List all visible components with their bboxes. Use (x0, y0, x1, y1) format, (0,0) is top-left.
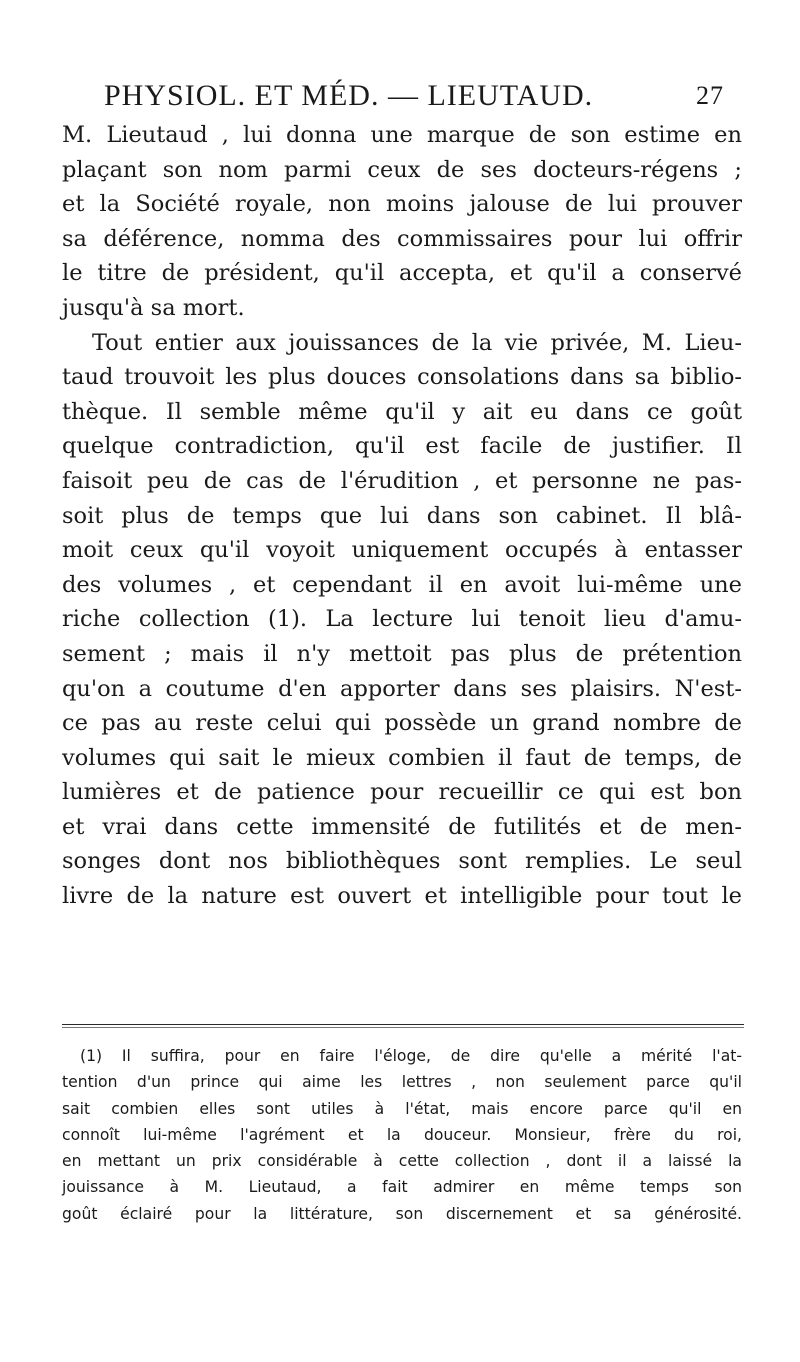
body-line: thèque. Il semble même qu'il y ait eu dans ce goût (62, 398, 742, 425)
page-number: 27 (696, 81, 724, 110)
body-line: taud trouvoit les plus douces consolations dans sa biblio- (62, 364, 742, 391)
body-line: Tout entier aux jouissances de la vie privée, M. Lieu- (92, 329, 742, 356)
footnote (62, 1043, 742, 1227)
footnote-line: tention d'un prince qui aime les lettres , non seulement parce qu'il (62, 1073, 742, 1092)
body-line: soit plus de temps que lui dans son cabinet. Il blâ- (62, 502, 742, 529)
body-line: riche collection (1). La lecture lui tenoit lieu d'amu- (62, 606, 742, 633)
footnote-line: jouissance à M. Lieutaud, a fait admirer en même temps son (62, 1178, 742, 1197)
body-text (62, 118, 742, 914)
body-line: M. Lieutaud , lui donna une marque de son estime en (62, 122, 742, 148)
running-title: PHYSIOL. ET MÉD. — LIEUTAUD. (104, 79, 594, 112)
body-line: sement ; mais il n'y mettoit pas plus de prétention (62, 640, 742, 667)
body-line: lumières et de patience pour recueillir ce qui est bon (62, 779, 742, 806)
body-line: plaçant son nom parmi ceux de ses docteurs-régens ; (62, 156, 742, 183)
footnote-line: en mettant un prix considérable à cette collection , dont il a laissé la (62, 1152, 742, 1171)
footnote-rule (62, 1024, 744, 1025)
footnote-line: goût éclairé pour la littérature, son discernement et sa générosité. (62, 1204, 742, 1223)
footnote-line: (1) Il suffira, pour en faire l'éloge, de dire qu'elle a mérité l'at- (80, 1047, 742, 1065)
body-line: livre de la nature est ouvert et intelligible pour tout le (62, 883, 742, 910)
footnote-line: connoît lui-même l'agrément et la douceur. Monsieur, frère du roi, (62, 1125, 742, 1144)
body-line: et la Société royale, non moins jalouse de lui prouver (62, 191, 742, 218)
body-line: qu'on a coutume d'en apporter dans ses plaisirs. N'est- (62, 675, 742, 702)
body-line: faisoit peu de cas de l'érudition , et personne ne pas- (62, 467, 742, 494)
body-line: des volumes , et cependant il en avoit lui-même une (62, 571, 742, 598)
body-line: volumes qui sait le mieux combien il faut de temps, de (62, 744, 742, 771)
body-line: songes dont nos bibliothèques sont remplies. Le seul (62, 848, 742, 875)
body-line: moit ceux qu'il voyoit uniquement occupés à entasser (62, 537, 742, 564)
body-line: ce pas au reste celui qui possède un grand nombre de (62, 710, 742, 737)
body-line: jusqu'à sa mort. (62, 294, 245, 321)
body-line: sa déférence, nomma des commissaires pour lui offrir (62, 225, 742, 252)
footnote-line: sait combien elles sont utiles à l'état, mais encore parce qu'il en (62, 1099, 742, 1118)
body-line: le titre de président, qu'il accepta, et qu'il a conservé (62, 260, 742, 287)
body-line: et vrai dans cette immensité de futilités et de men- (62, 813, 742, 840)
body-line: quelque contradiction, qu'il est facile de justifier. Il (62, 433, 742, 460)
